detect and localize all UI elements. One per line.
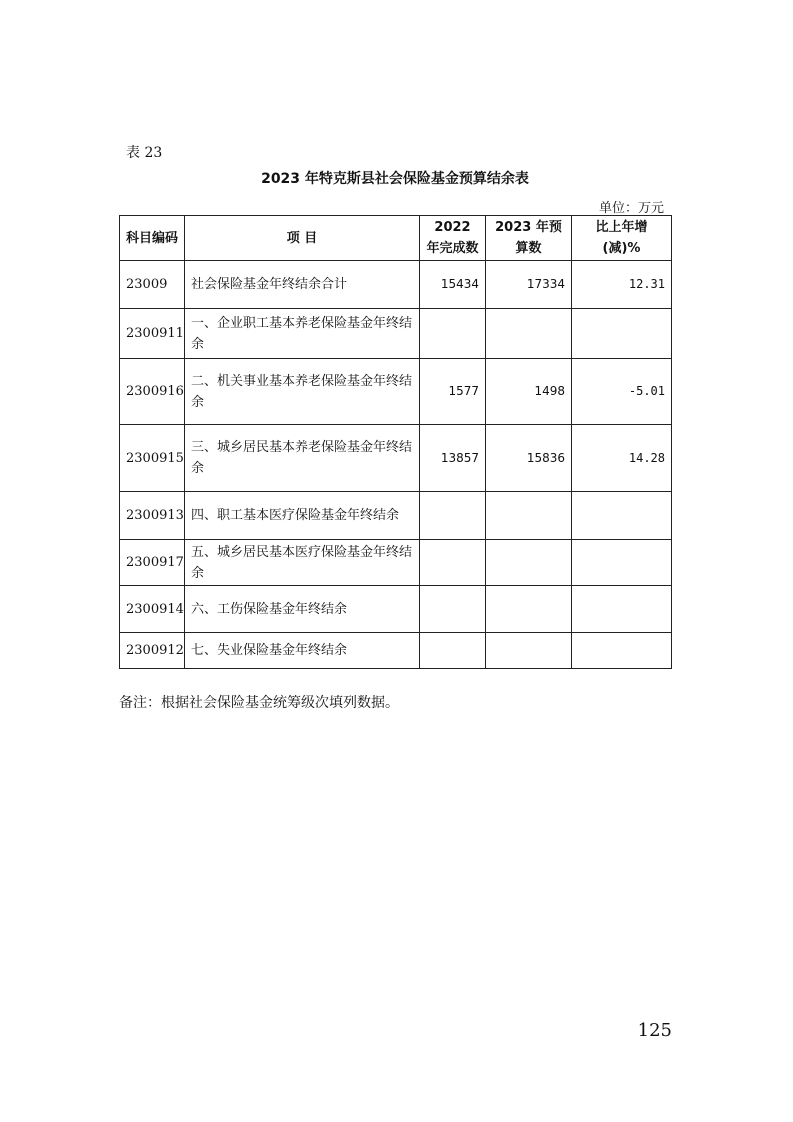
table-row bbox=[120, 492, 672, 540]
row-2022: 1577 bbox=[420, 359, 486, 425]
row-change: 12.31 bbox=[572, 261, 672, 309]
row-2023: 15836 bbox=[486, 425, 572, 492]
row-change bbox=[572, 309, 672, 359]
row-2022 bbox=[420, 492, 486, 540]
row-2023 bbox=[486, 633, 572, 669]
table-row bbox=[120, 309, 672, 359]
row-change bbox=[572, 540, 672, 586]
page-title: 2023 年特克斯县社会保险基金预算结余表 bbox=[261, 171, 529, 187]
row-2022 bbox=[420, 586, 486, 633]
row-2023 bbox=[486, 309, 572, 359]
row-code: 2300917 bbox=[120, 540, 185, 586]
row-2022 bbox=[420, 309, 486, 359]
row-item: 七、失业保险基金年终结余 bbox=[185, 633, 420, 669]
row-2023 bbox=[486, 540, 572, 586]
row-item: 二、机关事业基本养老保险基金年终结余 bbox=[185, 359, 420, 425]
row-item: 一、企业职工基本养老保险基金年终结余 bbox=[185, 309, 420, 359]
footnote: 备注：根据社会保险基金统筹级次填列数据。 bbox=[119, 695, 399, 711]
row-change bbox=[572, 633, 672, 669]
header-code: 科目编码 bbox=[120, 216, 185, 261]
row-change: 14.28 bbox=[572, 425, 672, 492]
row-2022 bbox=[420, 540, 486, 586]
row-code: 2300914 bbox=[120, 586, 185, 633]
row-change bbox=[572, 586, 672, 633]
page-number: 125 bbox=[637, 1020, 672, 1041]
row-2022: 15434 bbox=[420, 261, 486, 309]
table-row bbox=[120, 261, 672, 309]
header-2023: 2023 年预算数 bbox=[486, 216, 572, 261]
row-2022: 13857 bbox=[420, 425, 486, 492]
row-2023 bbox=[486, 492, 572, 540]
row-code: 2300913 bbox=[120, 492, 185, 540]
row-change bbox=[572, 492, 672, 540]
table-header-row bbox=[120, 216, 672, 261]
row-code: 2300911 bbox=[120, 309, 185, 359]
row-2023: 17334 bbox=[486, 261, 572, 309]
row-item: 五、城乡居民基本医疗保险基金年终结余 bbox=[185, 540, 420, 586]
row-code: 2300916 bbox=[120, 359, 185, 425]
row-2023: 1498 bbox=[486, 359, 572, 425]
row-2022 bbox=[420, 633, 486, 669]
table-label: 表 23 bbox=[126, 145, 163, 161]
header-change: 比上年增(减)% bbox=[572, 216, 672, 261]
header-2022: 2022 年完成数 bbox=[420, 216, 486, 261]
row-2023 bbox=[486, 586, 572, 633]
unit-label: 单位：万元 bbox=[598, 201, 664, 216]
table-row bbox=[120, 425, 672, 492]
header-item: 项 目 bbox=[185, 216, 420, 261]
table-row bbox=[120, 359, 672, 425]
row-code: 23009 bbox=[120, 261, 185, 309]
table-row bbox=[120, 633, 672, 669]
row-item: 社会保险基金年终结余合计 bbox=[185, 261, 420, 309]
budget-balance-table bbox=[119, 215, 672, 669]
row-item: 三、城乡居民基本养老保险基金年终结余 bbox=[185, 425, 420, 492]
row-item: 六、工伤保险基金年终结余 bbox=[185, 586, 420, 633]
table-row bbox=[120, 540, 672, 586]
row-code: 2300912 bbox=[120, 633, 185, 669]
row-item: 四、职工基本医疗保险基金年终结余 bbox=[185, 492, 420, 540]
row-change: -5.01 bbox=[572, 359, 672, 425]
table-row bbox=[120, 586, 672, 633]
row-code: 2300915 bbox=[120, 425, 185, 492]
